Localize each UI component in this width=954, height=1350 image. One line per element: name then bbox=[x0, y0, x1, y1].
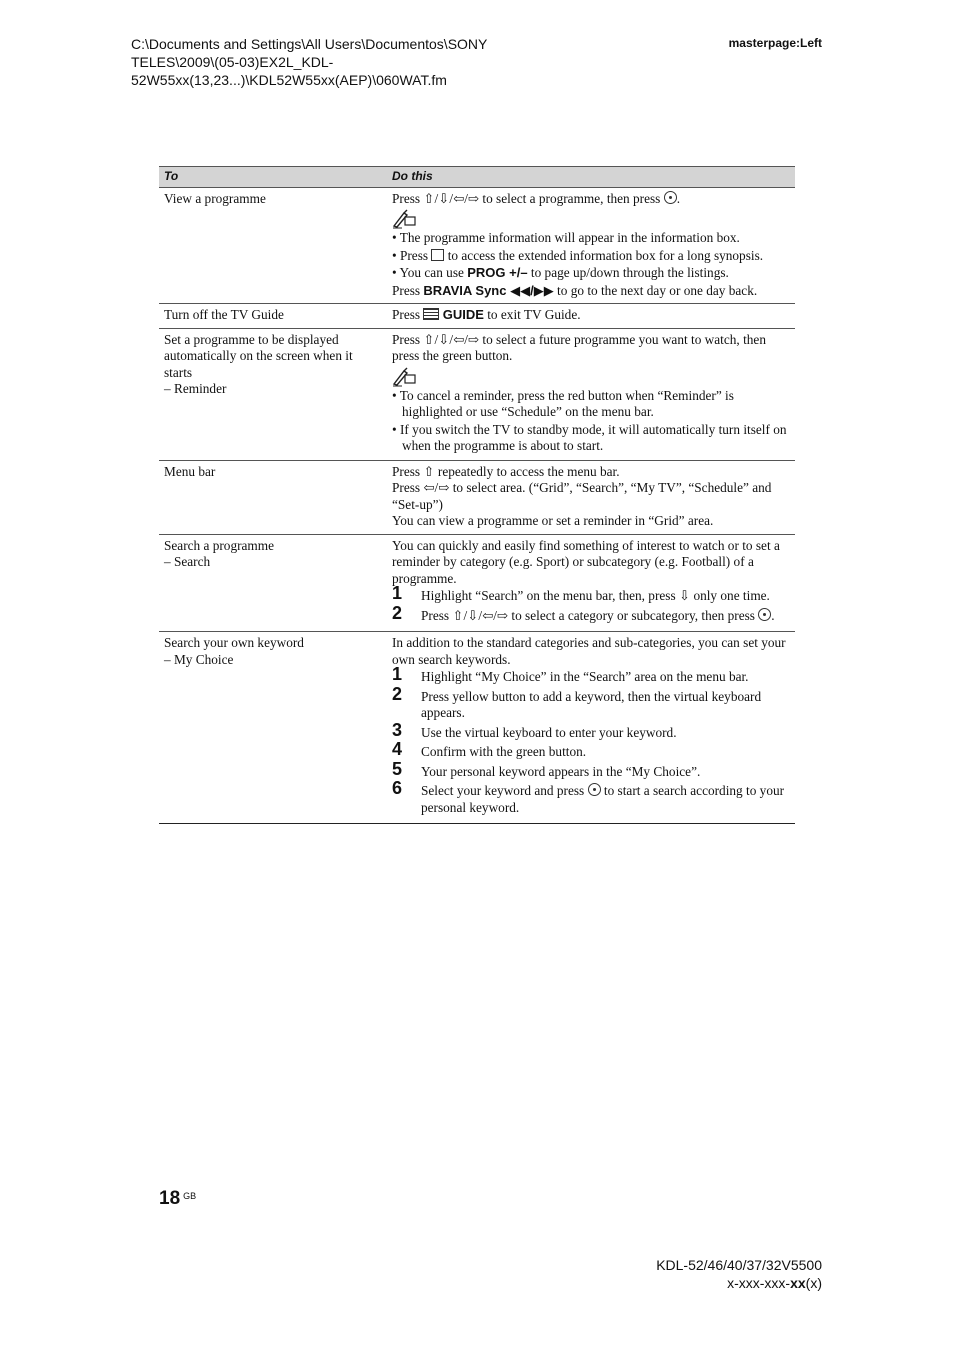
intro-text: You can quickly and easily find something of interest to watch or to set a reminder by category (e.g. Sport) or subcategory (e.g. Football) of a programme. bbox=[392, 537, 780, 586]
table-row bbox=[159, 304, 795, 329]
list-item: • If you switch the TV to standby mode, it will automatically turn itself on when the programme is about to start. bbox=[392, 422, 790, 455]
step-item: 5 Your personal keyword appears in the “My Choice”. bbox=[392, 758, 701, 779]
row-instructions bbox=[387, 187, 795, 304]
list-item: • To cancel a reminder, press the red button when “Reminder” is highlighted or use “Schedule” on the menu bar. bbox=[392, 388, 790, 421]
column-header-to: To bbox=[159, 167, 387, 188]
row-task: Turn off the TV Guide bbox=[159, 304, 387, 329]
masterpage-label: masterpage:Left bbox=[728, 36, 822, 50]
table-row bbox=[159, 632, 795, 824]
instruction-line: You can view a programme or set a reminder in “Grid” area. bbox=[392, 513, 714, 528]
row-task: Set a programme to be displayed automatically on the screen when it starts – Reminder bbox=[159, 328, 387, 460]
column-header-do-this: Do this bbox=[387, 167, 795, 188]
arrow-keys-icon: ⇧/⇩/⇦/⇨ bbox=[423, 190, 480, 206]
table-row bbox=[159, 328, 795, 460]
row-instructions bbox=[387, 632, 795, 824]
up-arrow-icon: ⇧ bbox=[423, 463, 435, 479]
instruction-line: Press ⇦/⇨ to select area. (“Grid”, “Search”, “My TV”, “Schedule” and “Set-up”) bbox=[392, 480, 772, 512]
part-code: x-xxx-xxx-xx(x) bbox=[727, 1275, 822, 1291]
prog-key-label: PROG +/– bbox=[467, 265, 528, 280]
note-pencil-icon bbox=[392, 367, 418, 387]
step-item: 1 Highlight “My Choice” in the “Search” area on the menu bar. bbox=[392, 664, 749, 684]
table-row bbox=[159, 460, 795, 534]
ok-button-icon bbox=[588, 783, 601, 796]
step-item: 4 Confirm with the green button. bbox=[392, 739, 587, 759]
down-arrow-icon: ⇩ bbox=[678, 588, 691, 603]
instruction-line: Press ⇧ repeatedly to access the menu bar. bbox=[392, 463, 620, 479]
document-path: C:\Documents and Settings\All Users\Documentos\SONY TELES\2009\(05-03)EX2L_KDL-52W55xx(13,23...)\KDL52W55xx(AEP)\060WAT.fm bbox=[131, 36, 488, 88]
row-instructions bbox=[387, 328, 795, 460]
step-number: 2 bbox=[392, 602, 403, 623]
list-item: • Press to access the extended information box for a long synopsis. bbox=[392, 248, 790, 265]
row-instructions: Press GUIDE to exit TV Guide. bbox=[387, 304, 795, 329]
arrow-keys-icon: ⇧/⇩/⇦/⇨ bbox=[423, 331, 480, 347]
arrow-keys-icon: ⇧/⇩/⇦/⇨ bbox=[452, 607, 509, 623]
row-instructions bbox=[387, 460, 795, 534]
ok-button-icon bbox=[758, 608, 771, 621]
instruction-line: Press ⇧/⇩/⇦/⇨ to select a future programme you want to watch, then press the green button. bbox=[392, 331, 766, 363]
row-instructions bbox=[387, 534, 795, 632]
step-number: 1 bbox=[392, 583, 403, 603]
row-task: Search a programme – Search bbox=[159, 534, 387, 632]
step-list bbox=[392, 664, 790, 816]
step-item: 6 Select your keyword and press to start a search according to your personal keyword. bbox=[392, 778, 785, 815]
footer-model-info bbox=[656, 1256, 822, 1292]
info-button-icon bbox=[431, 249, 444, 261]
instruction-line: Press ⇧/⇩/⇦/⇨ to select a programme, then press . bbox=[392, 190, 681, 206]
step-number: 1 bbox=[392, 664, 403, 684]
step-number: 6 bbox=[392, 778, 403, 798]
table-header-row bbox=[159, 167, 795, 188]
step-number: 4 bbox=[392, 739, 403, 759]
row-task: Menu bar bbox=[159, 460, 387, 534]
guide-key-label: GUIDE bbox=[442, 307, 484, 322]
step-number: 5 bbox=[392, 758, 403, 779]
model-number: KDL-52/46/40/37/32V5500 bbox=[656, 1257, 822, 1273]
note-pencil-icon bbox=[392, 209, 418, 229]
bravia-sync-key-label: BRAVIA Sync ◀◀/▶▶ bbox=[423, 282, 554, 298]
row-task: Search your own keyword – My Choice bbox=[159, 632, 387, 824]
step-item: 2 Press ⇧/⇩/⇦/⇨ to select a category or subcategory, then press . bbox=[392, 602, 775, 623]
page-language-code: GB bbox=[183, 1191, 197, 1201]
note-list bbox=[392, 230, 790, 282]
list-item: • You can use PROG +/– to page up/down through the listings. bbox=[392, 265, 790, 282]
step-item: 1 Highlight “Search” on the menu bar, then, press ⇩ only one time. bbox=[392, 583, 770, 603]
step-item: 3 Use the virtual keyboard to enter your keyword. bbox=[392, 719, 677, 740]
instruction-line: Press BRAVIA Sync ◀◀/▶▶ to go to the next day or one day back. bbox=[392, 282, 758, 298]
row-task: View a programme bbox=[159, 187, 387, 304]
intro-text: In addition to the standard categories and sub-categories, you can set your own search keywords. bbox=[392, 635, 786, 667]
guide-button-icon bbox=[423, 308, 439, 320]
table-row bbox=[159, 187, 795, 304]
left-right-arrow-icon: ⇦/⇨ bbox=[423, 480, 450, 495]
step-item: 2 Press yellow button to add a keyword, then the virtual keyboard appears. bbox=[392, 683, 762, 720]
step-number: 2 bbox=[392, 683, 403, 704]
tv-guide-table bbox=[159, 166, 795, 824]
step-number: 3 bbox=[392, 719, 403, 740]
ok-button-icon bbox=[664, 191, 677, 204]
step-list bbox=[392, 583, 790, 624]
note-list bbox=[392, 388, 790, 455]
list-item: • The programme information will appear in the information box. bbox=[392, 230, 790, 247]
table-row bbox=[159, 534, 795, 632]
page-number: 18 $^{GB}$ bbox=[159, 1188, 197, 1209]
